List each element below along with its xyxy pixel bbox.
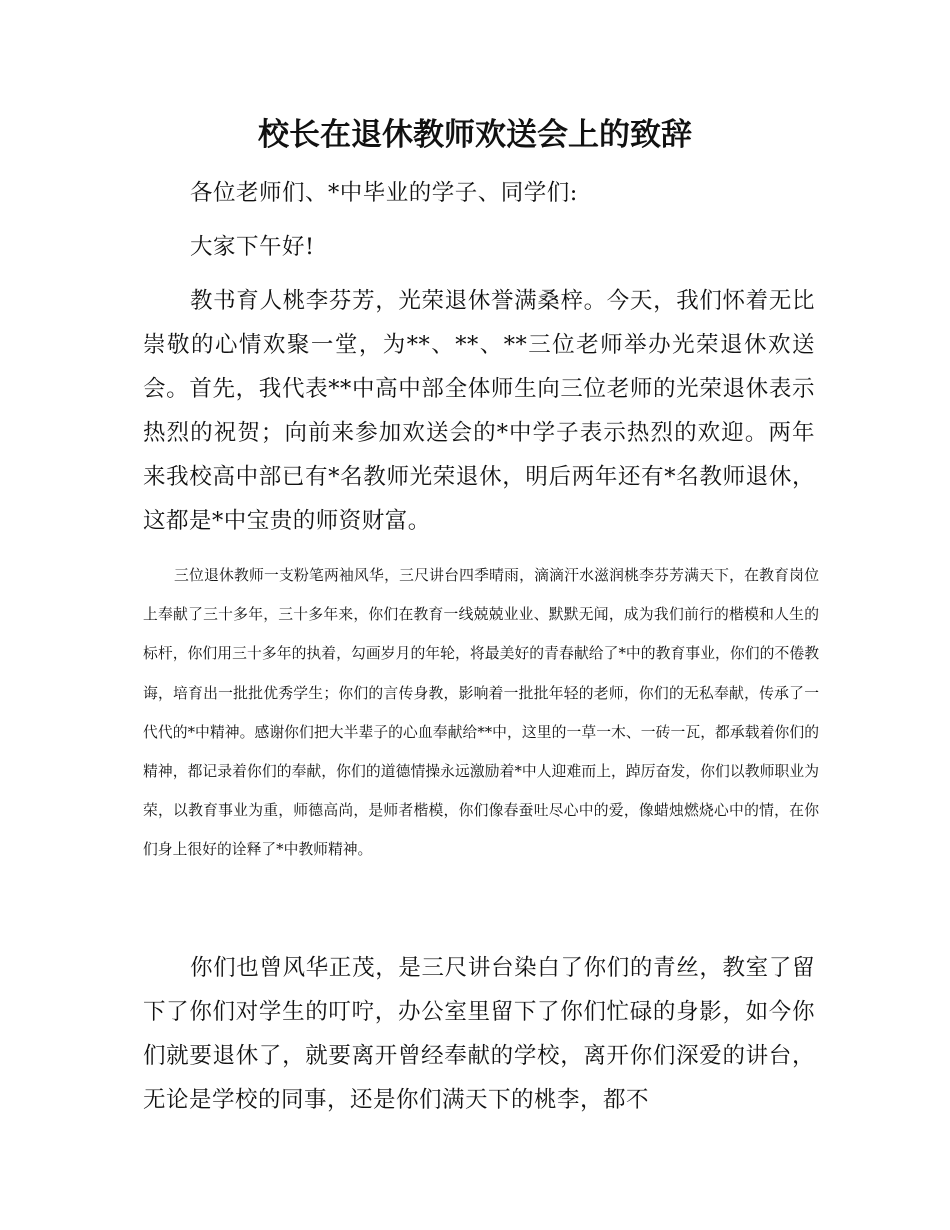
document-title: 校长在退休教师欢送会上的致辞 xyxy=(258,117,692,153)
paragraph-3: 你们也曾风华正茂，是三尺讲台染白了你们的青丝，教室了留下了你们对学生的叮咛，办公室里留下了你们忙碌的身影，如今你们就要退休了，就要离开曾经奉献的学校，离开你们深爱的讲台，无论是学校的同事，还是你们满天下的桃李，都不 xyxy=(143,955,815,1113)
salutation: 各位老师们、*中毕业的学子、同学们: xyxy=(190,180,578,206)
paragraph-2: 三位退休教师一支粉笔两袖风华，三尺讲台四季晴雨，滴滴汗水滋润桃李芬芳满天下，在教育岗位上奉献了三十多年，三十多年来，你们在教育一线兢兢业业、默默无闻，成为我们前行的楷模和人生的标杆，你们用三十多年的执着，勾画岁月的年轮，将最美好的青春献给了*中的教育事业，你们的不倦教诲，培育出一批批优秀学生；你们的言传身教，影响着一批批年轻的老师，你们的无私奉献，传承了一代代的*中精神。感谢你们把大半辈子的心血奉献给**中，这里的一草一木、一砖一瓦，都承载着你们的精神，都记录着你们的奉献，你们的道德情操永远激励着*中人迎难而上，踔厉奋发，你们以教师职业为荣，以教育事业为重，师德高尚，是师者楷模，你们像春蚕吐尽心中的爱，像蜡烛燃烧心中的情，在你们身上很好的诠释了*中教师精神。 xyxy=(143,567,819,859)
paragraph-1: 教书育人桃李芬芳，光荣退休誉满桑梓。今天，我们怀着无比崇敬的心情欢聚一堂，为**、**、**三位老师举办光荣退休欢送会。首先，我代表**中高中部全体师生向三位老师的光荣退休表示热烈的祝贺；向前来参加欢送会的*中学子表示热烈的欢迎。两年来我校高中部已有*名教师光荣退休，明后两年还有*名教师退休，这都是*中宝贵的师资财富。 xyxy=(143,288,815,534)
greeting: 大家下午好! xyxy=(190,234,315,260)
